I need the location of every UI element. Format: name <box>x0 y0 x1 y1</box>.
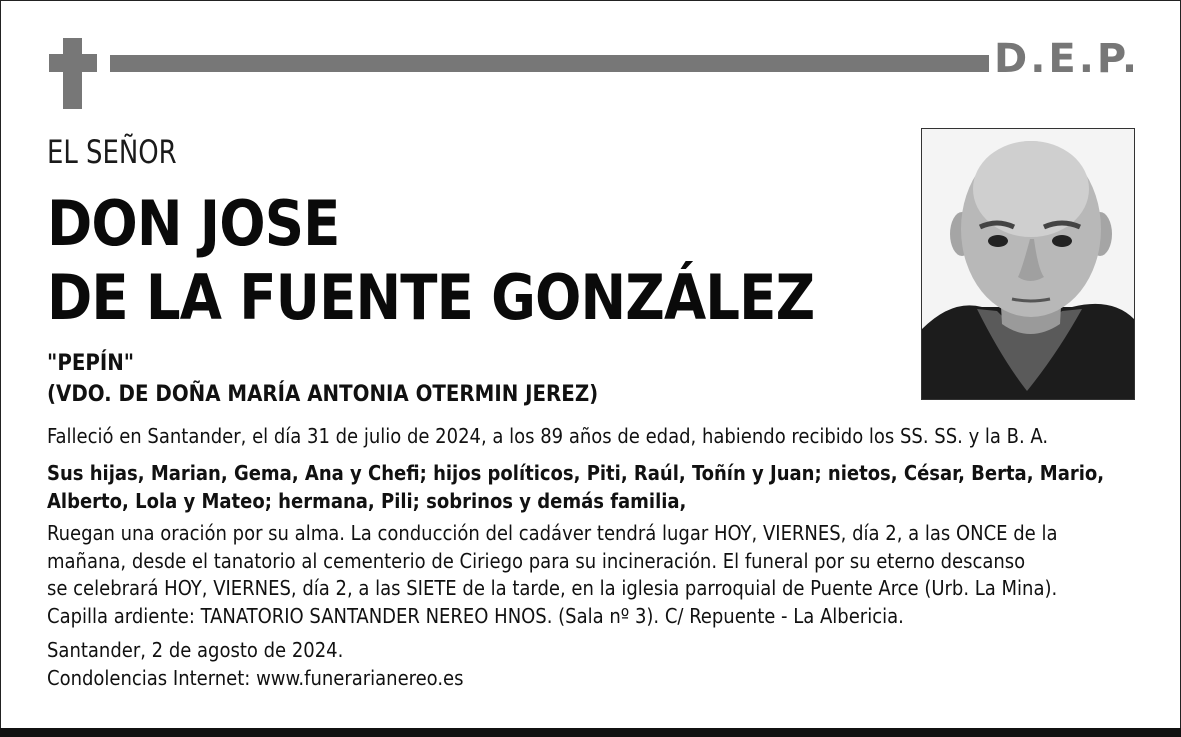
widower-of: (VDO. DE DOÑA MARÍA ANTONIA OTERMIN JEREZ) <box>47 382 599 407</box>
header-rule <box>110 55 989 72</box>
nickname: "PEPÍN" <box>47 351 135 376</box>
family-list <box>47 459 1104 515</box>
body-line: se celebrará HOY, VIERNES, día 2, a las SIETE de la tarde, en la iglesia parroquial de Puente Arce (Urb. La Mina). <box>47 576 1058 600</box>
funeral-details <box>47 520 1058 630</box>
cross-icon <box>63 38 82 109</box>
body-line: Ruegan una oración por su alma. La conducción del cadáver tendrá lugar HOY, VIERNES, día 2, a las ONCE de la <box>47 521 1058 545</box>
family-line: Alberto, Lola y Mateo; hermana, Pili; sobrinos y demás familia, <box>47 489 687 513</box>
cross-icon-bar <box>49 54 97 72</box>
deceased-name-line2: DE LA FUENTE GONZÁLEZ <box>47 261 815 334</box>
body-line: mañana, desde el tanatorio al cementerio de Ciriego para su incineración. El funeral por su eterno descanso <box>47 548 1026 573</box>
bottom-bar <box>0 728 1181 737</box>
condolences-link[interactable]: Condolencias Internet: www.funerarianereo.es <box>47 666 464 690</box>
portrait-illustration <box>922 129 1134 399</box>
deceased-name-line1: DON JOSE <box>47 187 340 260</box>
portrait-photo <box>921 128 1135 400</box>
dep-heading: D.E.P. <box>994 36 1141 82</box>
family-line: Sus hijas, Marian, Gema, Ana y Chefi; hijos políticos, Piti, Raúl, Toñín y Juan; nietos, César, Berta, Mario, <box>47 461 1105 485</box>
honorific: EL SEÑOR <box>47 133 177 171</box>
body-line: Capilla ardiente: TANATORIO SANTANDER NEREO HNOS. (Sala nº 3). C/ Repuente - La Albericia. <box>47 603 904 628</box>
death-details: Falleció en Santander, el día 31 de julio de 2024, a los 89 años de edad, habiendo recibido los SS. SS. y la B. A. <box>47 424 1049 448</box>
place-date: Santander, 2 de agosto de 2024. <box>47 638 344 662</box>
